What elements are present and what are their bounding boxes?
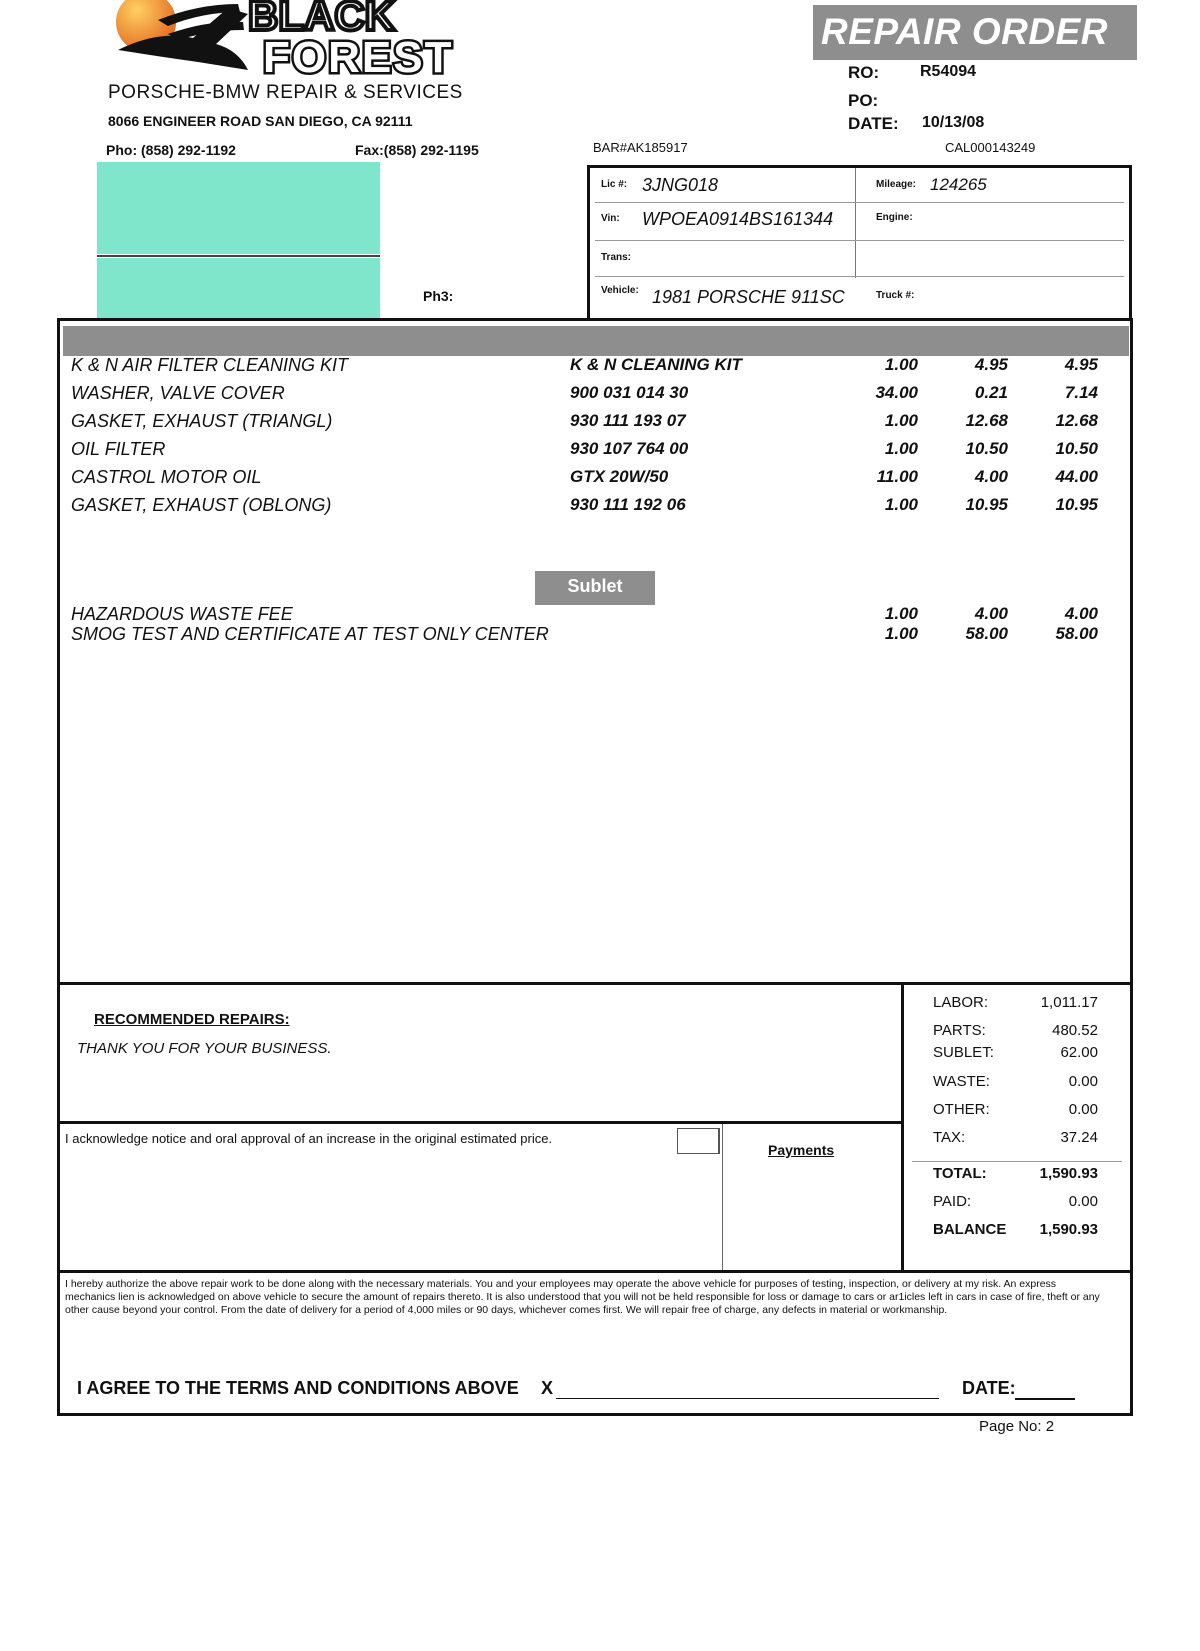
- sublet-description: SMOG TEST AND CERTIFICATE AT TEST ONLY CENTER: [71, 624, 549, 644]
- customer-redaction-top: [97, 162, 380, 254]
- part-price: 10.95: [965, 495, 1008, 514]
- sublet-total: 58.00: [1055, 624, 1098, 643]
- part-description: K & N AIR FILTER CLEANING KIT: [71, 355, 349, 375]
- vehicle-row-line: [595, 276, 1124, 277]
- logo-text-forest: FOREST: [263, 33, 454, 80]
- part-description: GASKET, EXHAUST (OBLONG): [71, 495, 332, 515]
- total-value: 1,590.93: [1039, 1221, 1098, 1238]
- part-total: 44.00: [1055, 467, 1098, 486]
- part-qty: 11.00: [876, 467, 918, 486]
- logo-text-black: BLACK: [248, 0, 395, 39]
- recommended-repairs-title: RECOMMENDED REPAIRS:: [94, 1011, 290, 1028]
- part-qty: 1.00: [884, 495, 918, 514]
- total-label: SUBLET:: [933, 1044, 994, 1061]
- part-number: 930 107 764 00: [570, 439, 689, 458]
- company-phone: Pho: (858) 292-1192: [106, 142, 236, 158]
- total-label: BALANCE: [933, 1221, 1007, 1238]
- vin-value: WPOEA0914BS161344: [642, 209, 834, 229]
- sublet-qty: 1.00: [884, 604, 918, 623]
- part-total: 10.95: [1055, 495, 1098, 514]
- company-tagline: PORSCHE-BMW REPAIR & SERVICES: [108, 82, 463, 103]
- ph3-label: Ph3:: [423, 288, 454, 304]
- truck-label: Truck #:: [876, 290, 915, 301]
- ro-label: RO:: [848, 63, 880, 82]
- agree-text: I AGREE TO THE TERMS AND CONDITIONS ABOVE: [77, 1378, 519, 1398]
- section-divider: [57, 1270, 1133, 1273]
- mileage-value: 124265: [930, 175, 987, 194]
- total-label: LABOR:: [933, 994, 989, 1011]
- part-total: 4.95: [1064, 355, 1098, 374]
- part-description: WASHER, VALVE COVER: [71, 383, 285, 403]
- sublet-price: 4.00: [974, 604, 1008, 623]
- acknowledge-text: I acknowledge notice and oral approval of an increase in the original estimated price.: [65, 1131, 553, 1146]
- engine-label: Engine:: [876, 212, 913, 223]
- totals-divider: [901, 982, 904, 1272]
- part-total: 10.50: [1055, 439, 1098, 458]
- total-label: OTHER:: [933, 1101, 990, 1118]
- vin-label: Vin:: [601, 213, 620, 224]
- mileage-label: Mileage:: [876, 179, 917, 190]
- part-total: 7.14: [1064, 383, 1098, 402]
- part-description: CASTROL MOTOR OIL: [71, 467, 262, 487]
- part-price: 12.68: [965, 411, 1008, 430]
- part-number: K & N CLEANING KIT: [570, 355, 742, 374]
- po-label: PO:: [848, 91, 879, 110]
- part-price: 4.00: [974, 467, 1008, 486]
- repair-order-title: REPAIR ORDER: [821, 11, 1108, 52]
- vehicle-value: 1981 PORSCHE 911SC: [652, 287, 845, 307]
- vehicle-row-line: [595, 240, 1124, 241]
- part-total: 12.68: [1055, 411, 1098, 430]
- section-divider: [57, 982, 1133, 985]
- bar-number: BAR#AK185917: [593, 140, 688, 155]
- part-number: GTX 20W/50: [570, 467, 669, 486]
- part-qty: 1.00: [884, 355, 918, 374]
- total-value: 62.00: [1060, 1044, 1098, 1061]
- part-number: 900 031 014 30: [570, 383, 689, 402]
- vehicle-info-box: [587, 165, 1132, 318]
- signature-line[interactable]: [556, 1398, 939, 1399]
- part-description: GASKET, EXHAUST (TRIANGL): [71, 411, 333, 431]
- vehicle-label: Vehicle:: [601, 285, 639, 296]
- part-description: OIL FILTER: [71, 439, 166, 459]
- sublet-total: 4.00: [1064, 604, 1098, 623]
- total-value: 37.24: [1060, 1129, 1098, 1146]
- redaction-divider: [97, 255, 380, 257]
- company-fax: Fax:(858) 292-1195: [355, 142, 479, 158]
- sublet-badge: Sublet: [535, 571, 655, 605]
- cal-number: CAL000143249: [945, 140, 1036, 155]
- total-value: 0.00: [1068, 1073, 1098, 1090]
- total-value: 480.52: [1052, 1022, 1098, 1039]
- total-value: 1,590.93: [1039, 1165, 1098, 1182]
- company-address: 8066 ENGINEER ROAD SAN DIEGO, CA 92111: [108, 113, 413, 129]
- part-price: 10.50: [965, 439, 1008, 458]
- agree-date-line[interactable]: [1015, 1398, 1075, 1400]
- total-label: TAX:: [933, 1129, 966, 1146]
- page-number: Page No: 2: [979, 1418, 1055, 1435]
- part-qty: 34.00: [875, 383, 918, 402]
- total-label: WASTE:: [933, 1073, 990, 1090]
- part-qty: 1.00: [884, 411, 918, 430]
- terms-text: I hereby authorize the above repair work to be done along with the necessary materials. You and your employees may operate the above vehicle for purposes of testing, inspection, or delivery at my risk. An express mechanics lien is acknowledged on above vehicle to secure the amount of repairs thereto. It is also understood that you will not be held responsible for loss or damage to cars or ar1icles left in cars in case of fire, theft or any other cause beyond your control. From the date of delivery for a period of 4,000 miles or 90 days, whichever comes first. We will repair free of charge, any defects in material or workmanship.: [65, 1278, 1100, 1316]
- lic-label: Lic #:: [601, 179, 628, 190]
- total-label: TOTAL:: [933, 1165, 987, 1182]
- part-qty: 1.00: [884, 439, 918, 458]
- trans-label: Trans:: [601, 252, 632, 263]
- section-divider: [57, 1121, 904, 1124]
- total-value: 0.00: [1068, 1193, 1098, 1210]
- total-value: 0.00: [1068, 1101, 1098, 1118]
- sublet-description: HAZARDOUS WASTE FEE: [71, 604, 293, 624]
- sublet-price: 58.00: [965, 624, 1008, 643]
- acknowledge-checkbox[interactable]: [677, 1128, 720, 1154]
- vehicle-row-line: [595, 202, 1124, 203]
- recommended-repairs-text: THANK YOU FOR YOUR BUSINESS.: [77, 1040, 332, 1057]
- line-items-header-bar: [63, 326, 1129, 356]
- date-label: DATE:: [848, 114, 899, 133]
- ro-value: R54094: [920, 63, 977, 80]
- date-value: 10/13/08: [922, 114, 985, 131]
- lic-value: 3JNG018: [642, 175, 719, 195]
- part-number: 930 111 192 06: [570, 495, 686, 514]
- total-value: 1,011.17: [1040, 994, 1098, 1011]
- agree-date-label: DATE:: [962, 1378, 1016, 1398]
- customer-redaction-bottom: [97, 258, 380, 318]
- total-label: PARTS:: [933, 1022, 986, 1039]
- company-logo: [98, 0, 523, 80]
- total-label: PAID:: [933, 1193, 972, 1210]
- repair-order-banner: [813, 5, 1137, 60]
- payments-divider: [722, 1124, 723, 1272]
- signature-x: X: [541, 1378, 554, 1398]
- vehicle-box-divider: [855, 168, 856, 278]
- part-price: 0.21: [974, 383, 1008, 402]
- payments-label: Payments: [768, 1142, 835, 1158]
- sublet-qty: 1.00: [884, 624, 918, 643]
- part-number: 930 111 193 07: [570, 411, 686, 430]
- part-price: 4.95: [974, 355, 1008, 374]
- totals-rule: [912, 1161, 1122, 1162]
